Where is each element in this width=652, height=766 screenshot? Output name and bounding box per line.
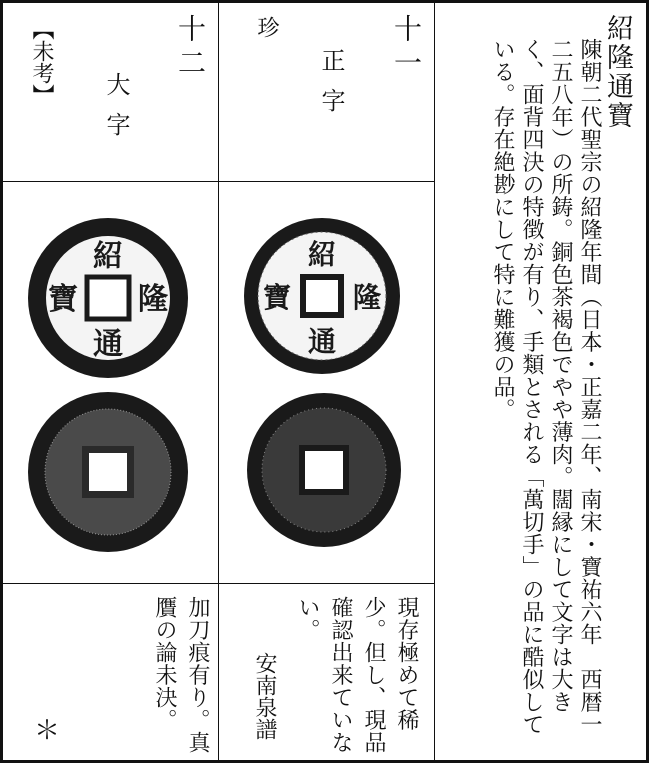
coin-title: 紹隆通寶 bbox=[602, 14, 633, 130]
legend-top: 紹 bbox=[93, 239, 123, 274]
entry-number: 十一 bbox=[390, 14, 423, 82]
description-body: 陳朝二代聖宗の紹隆年間（日本・正嘉二年、南宋・寶祐六年 西暦一二五八年）の所鋳。銅色茶褐色でやや薄肉。闊縁にして文字は大きく、面背四決の特徴が有り、手類とされる「萬切手」の品に酷似している。存在絶尠にして特に難獲の品。 bbox=[490, 38, 602, 736]
source-label: 安南泉譜 bbox=[252, 652, 277, 740]
column-divider-middle bbox=[218, 3, 219, 760]
coin-obverse bbox=[240, 214, 404, 378]
legend-left: 寶 bbox=[262, 281, 292, 314]
coin-obverse bbox=[26, 216, 190, 380]
coin-reverse bbox=[244, 390, 404, 550]
legend-right: 隆 bbox=[138, 282, 168, 317]
legend-bottom: 通 bbox=[307, 325, 337, 358]
entry-note: 現存極めて稀少。但し、現品確認出来ていない。 bbox=[295, 596, 419, 754]
status-tag: 【未考】 bbox=[29, 18, 54, 106]
legend-top: 紹 bbox=[307, 238, 337, 271]
row-divider-bottom bbox=[3, 583, 434, 584]
coin-reverse bbox=[26, 390, 190, 554]
column-divider-right bbox=[434, 3, 435, 760]
row-divider-top bbox=[3, 181, 434, 182]
entry-variant: 大字 bbox=[102, 72, 130, 152]
entry-number: 十二 bbox=[174, 14, 207, 82]
entry-variant: 正字 bbox=[317, 48, 345, 128]
legend-bottom: 通 bbox=[93, 327, 123, 362]
entry-note: 加刀痕有り。真贋の論未決。 bbox=[152, 596, 210, 754]
rarity-label: 珍 bbox=[254, 16, 279, 38]
legend-left: 寶 bbox=[48, 282, 78, 317]
asterisk-mark: ＊ bbox=[34, 716, 61, 746]
legend-right: 隆 bbox=[352, 281, 382, 314]
